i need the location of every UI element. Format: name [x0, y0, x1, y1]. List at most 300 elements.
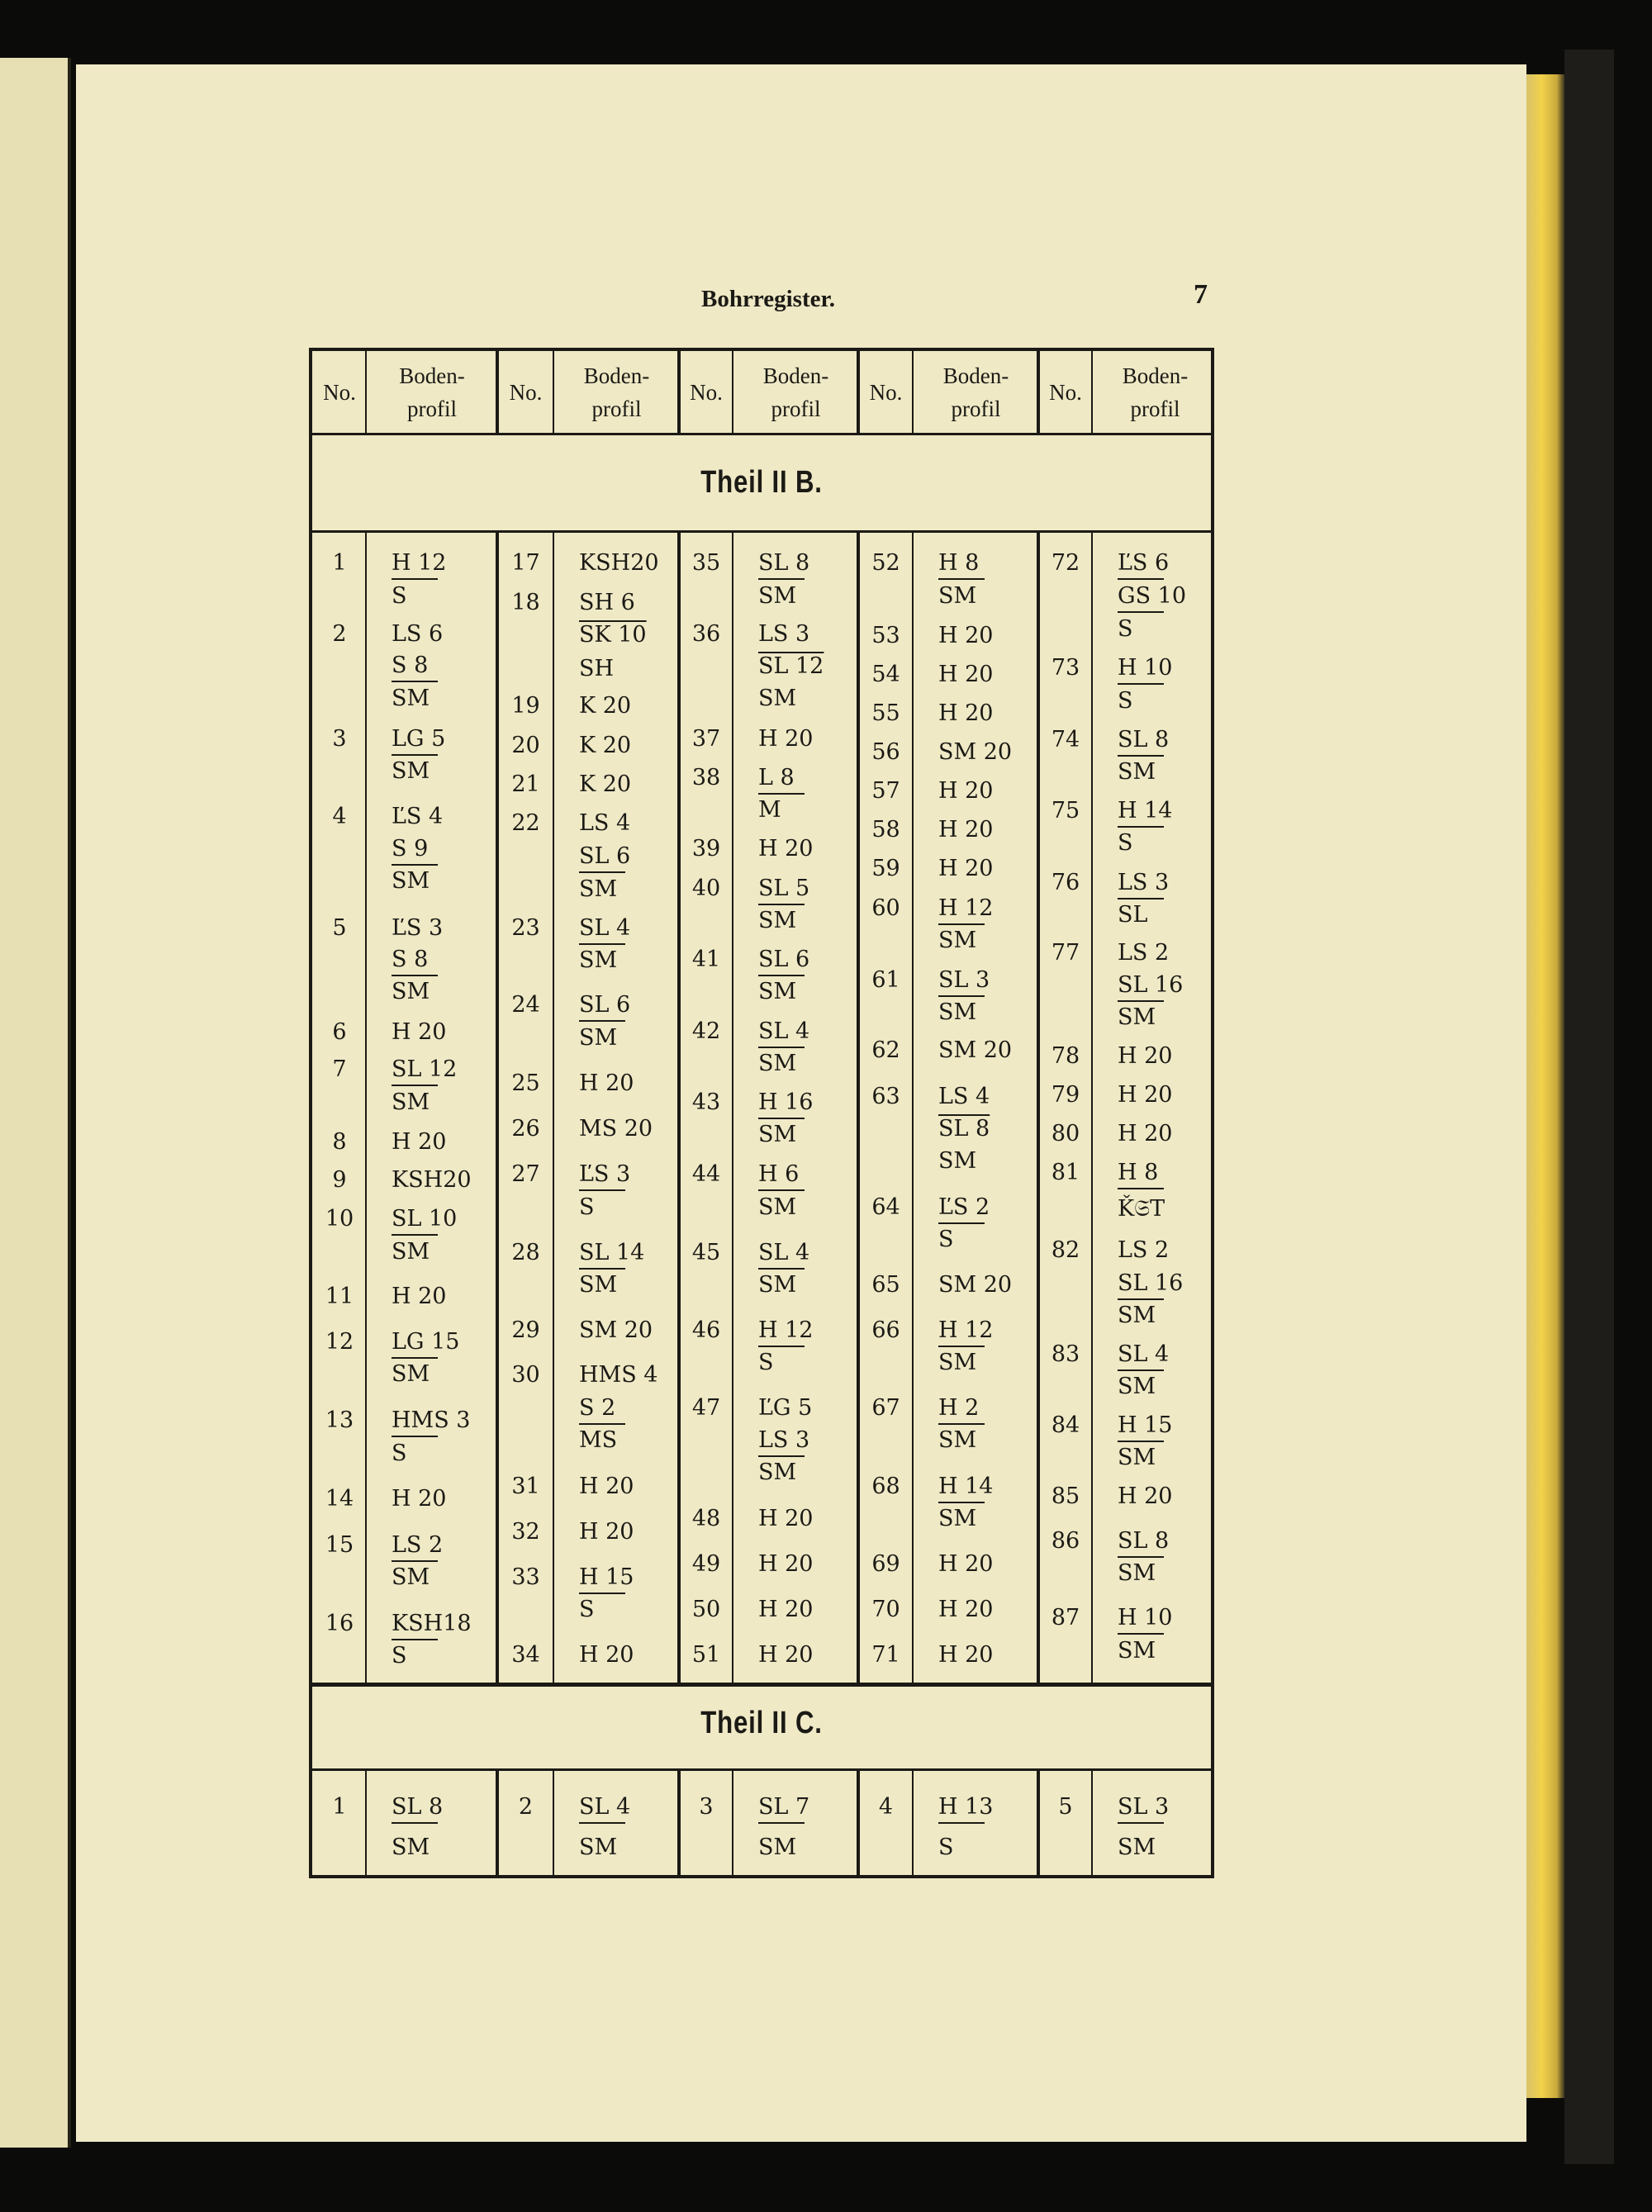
theil-iib-soil-profile-line: H 20 [938, 1551, 994, 1577]
fraction-bar [1118, 611, 1164, 613]
header-soil-profile: Boden- profil [399, 363, 465, 421]
theil-iib-bore-number: 60 [871, 895, 900, 921]
bore-register-table [309, 348, 1214, 1878]
fraction-bar [758, 578, 805, 580]
theil-iib-soil-profile-line: SM [579, 1272, 618, 1298]
theil-iib-soil-profile-line: S 2 [579, 1395, 616, 1421]
section-c-title-rule [312, 1768, 1211, 1771]
theil-iib-soil-profile-line: SM [938, 1427, 977, 1453]
theil-iib-soil-profile-line: LS 4 [938, 1084, 990, 1109]
facing-page-edge [0, 58, 71, 2148]
theil-iib-soil-profile-line: H 12 [392, 550, 447, 576]
theil-iib-bore-number: 34 [511, 1642, 540, 1668]
theil-iib-soil-profile-line: SM [392, 1361, 430, 1387]
theil-iib-soil-profile-line: H 10 [1118, 1605, 1173, 1631]
theil-iib-soil-profile-line: SM [758, 583, 797, 609]
header-soil-profile: Boden- profil [942, 363, 1009, 421]
fraction-bar [1118, 1298, 1164, 1300]
header-soil-profile: Boden- profil [583, 363, 650, 421]
theil-iib-soil-profile-line: S [1118, 616, 1133, 642]
theil-iib-soil-profile-line: SM [1118, 1374, 1156, 1399]
fraction-bar [938, 995, 985, 997]
fraction-bar [758, 1118, 805, 1119]
column-rule [1091, 533, 1093, 1683]
theil-iib-soil-profile-line: K 20 [579, 693, 632, 719]
theil-iib-soil-profile-line: S [392, 583, 407, 609]
theil-iib-bore-number: 28 [511, 1240, 540, 1265]
theil-iib-soil-profile-line: SM [758, 979, 797, 1004]
fraction-bar [1118, 1822, 1164, 1824]
theil-iib-soil-profile-line: H 20 [758, 836, 814, 862]
theil-iib-bore-number: 46 [691, 1317, 721, 1343]
theil-iib-soil-profile-line: SM [392, 868, 430, 894]
theil-iib-soil-profile-line: SL 4 [758, 1240, 810, 1265]
theil-iib-bore-number: 76 [1051, 870, 1080, 895]
theil-iic-bore-number: 4 [878, 1794, 894, 1820]
theil-iib-soil-profile-line: KSH20 [579, 550, 659, 576]
theil-iib-bore-number: 2 [332, 621, 347, 647]
section-b-title-rule [312, 530, 1211, 533]
fraction-bar [392, 864, 438, 866]
fraction-bar [938, 1423, 985, 1425]
theil-iib-bore-number: 23 [511, 915, 540, 941]
theil-iib-soil-profile-line: H 16 [758, 1089, 814, 1115]
theil-iib-bore-number: 82 [1051, 1237, 1080, 1263]
theil-iib-soil-profile-line: SL [1118, 902, 1148, 928]
theil-iib-soil-profile-line: SL 6 [579, 992, 631, 1018]
theil-iib-bore-number: 19 [511, 693, 540, 719]
theil-iic-bore-number: 1 [332, 1794, 347, 1820]
theil-iib-soil-profile-line: H 20 [938, 778, 994, 804]
theil-iib-soil-profile-line: H 12 [938, 895, 994, 921]
fraction-bar [938, 1822, 985, 1824]
theil-iib-bore-number: 29 [511, 1317, 540, 1343]
theil-iib-bore-number: 40 [691, 876, 721, 901]
theil-iib-soil-profile-line: SM [579, 876, 618, 902]
theil-iib-bore-number: 42 [691, 1018, 721, 1044]
theil-iib-soil-profile-line: SL 4 [1118, 1341, 1170, 1367]
theil-iib-bore-number: 27 [511, 1161, 540, 1187]
theil-iib-bore-number: 6 [332, 1019, 347, 1045]
section-c-title: Theil II C. [700, 1706, 823, 1740]
column-rule [496, 1771, 499, 1878]
theil-iib-soil-profile-line: SM [758, 686, 797, 711]
fraction-bar [392, 1436, 438, 1437]
fraction-bar [758, 1346, 805, 1347]
theil-iib-soil-profile-line: L 8 [758, 765, 795, 790]
theil-iib-soil-profile-line: SM [938, 1506, 977, 1531]
theil-iib-soil-profile-line: SL 10 [392, 1206, 458, 1232]
theil-iib-bore-number: 39 [691, 836, 721, 862]
column-rule [677, 1771, 681, 1878]
theil-iib-bore-number: 64 [871, 1194, 900, 1220]
theil-iib-soil-profile-line: MS [579, 1427, 618, 1453]
theil-iib-bore-number: 68 [871, 1474, 900, 1499]
theil-iib-bore-number: 75 [1051, 798, 1080, 824]
theil-iib-bore-number: 4 [332, 804, 347, 829]
theil-iib-soil-profile-line: SL 8 [1118, 1528, 1170, 1554]
column-rule [857, 1771, 860, 1878]
theil-iib-bore-number: 14 [325, 1486, 354, 1512]
fraction-bar [938, 923, 985, 925]
theil-iib-soil-profile-line: SK 10 [579, 622, 647, 648]
theil-iib-bore-number: 73 [1051, 655, 1080, 681]
theil-iib-soil-profile-line: KSH20 [392, 1167, 472, 1193]
theil-iic-soil-profile-line: SL 7 [758, 1794, 810, 1820]
theil-iib-soil-profile-line: SM [579, 947, 618, 973]
theil-iib-bore-number: 84 [1051, 1412, 1080, 1438]
theil-iib-soil-profile-line: S [758, 1350, 774, 1375]
theil-iic-bore-number: 5 [1058, 1794, 1073, 1820]
fraction-bar [938, 1502, 985, 1503]
column-rule [912, 1771, 914, 1878]
theil-iib-bore-number: 8 [332, 1129, 347, 1155]
theil-iib-soil-profile-line: S [579, 1597, 595, 1622]
theil-iib-soil-profile-line: SH [579, 656, 615, 681]
theil-iib-soil-profile-line: LG 5 [392, 726, 446, 752]
theil-iib-bore-number: 50 [691, 1597, 721, 1622]
header-number: No. [690, 380, 723, 405]
theil-iib-bore-number: 21 [511, 771, 540, 797]
theil-iib-soil-profile-line: SM [1118, 1303, 1156, 1328]
theil-iib-bore-number: 48 [691, 1506, 721, 1531]
theil-iib-soil-profile-line: H 14 [1118, 798, 1173, 824]
fraction-bar [392, 578, 438, 580]
theil-iib-bore-number: 59 [871, 856, 900, 881]
theil-iib-bore-number: 1 [332, 550, 347, 576]
theil-iib-soil-profile-line: H 20 [1118, 1082, 1173, 1108]
theil-iib-soil-profile-line: H 20 [392, 1129, 447, 1155]
theil-iib-soil-profile-line: SM [392, 1089, 430, 1115]
fraction-bar [758, 975, 805, 976]
theil-iib-soil-profile-line: SM 20 [938, 1037, 1013, 1063]
fraction-bar [938, 578, 985, 580]
theil-iib-soil-profile-line: H 20 [758, 1597, 814, 1622]
theil-iib-soil-profile-line: ĽS 6 [1118, 550, 1170, 576]
theil-iib-bore-number: 52 [871, 550, 900, 576]
theil-iib-soil-profile-line: MS 20 [579, 1116, 653, 1142]
theil-iib-soil-profile-line: HMS 4 [579, 1362, 658, 1388]
theil-iib-soil-profile-line: SM [392, 1564, 430, 1590]
theil-iib-soil-profile-line: SM [1118, 1004, 1156, 1030]
fraction-bar [758, 904, 805, 905]
header-number: No. [869, 380, 903, 405]
theil-iib-bore-number: 16 [325, 1611, 354, 1636]
theil-iib-bore-number: 3 [332, 726, 347, 752]
theil-iib-soil-profile-line: H 20 [758, 1642, 814, 1668]
theil-iib-soil-profile-line: H 20 [938, 623, 994, 648]
theil-iib-bore-number: 13 [325, 1407, 354, 1433]
theil-iib-soil-profile-line: S [938, 1227, 954, 1252]
theil-iib-soil-profile-line: S [392, 1643, 407, 1668]
theil-iib-soil-profile-line: SM [392, 686, 430, 711]
theil-iib-bore-number: 79 [1051, 1082, 1080, 1108]
fraction-bar [1118, 683, 1164, 685]
theil-iib-soil-profile-line: SM [1118, 759, 1156, 785]
theil-iic-soil-profile-line: SL 3 [1118, 1794, 1170, 1820]
theil-iib-soil-profile-line: H 20 [1118, 1483, 1173, 1509]
column-rule [1037, 1771, 1040, 1878]
theil-iib-bore-number: 35 [691, 550, 721, 576]
theil-iic-soil-profile-line: SM [1118, 1835, 1156, 1860]
fraction-bar [579, 943, 625, 945]
theil-iib-soil-profile-line: LS 2 [1118, 940, 1170, 966]
theil-iib-bore-number: 55 [871, 700, 900, 726]
fraction-bar [579, 1189, 625, 1191]
theil-iib-bore-number: 71 [871, 1642, 900, 1668]
theil-iib-soil-profile-line: H 20 [579, 1519, 634, 1545]
header-number: No. [1049, 380, 1082, 405]
fraction-bar [392, 1822, 438, 1824]
fraction-bar [579, 1423, 625, 1425]
fraction-bar [1118, 1188, 1164, 1189]
fraction-bar [1118, 755, 1164, 757]
theil-iic-bore-number: 3 [699, 1794, 714, 1820]
theil-iib-soil-profile-line: GS 10 [1118, 583, 1187, 609]
theil-iib-bore-number: 86 [1051, 1528, 1080, 1554]
theil-iib-bore-number: 30 [511, 1362, 540, 1388]
theil-iic-soil-profile-line: H 13 [938, 1794, 994, 1820]
theil-iib-soil-profile-line: H 20 [938, 700, 994, 726]
theil-iib-bore-number: 47 [691, 1395, 721, 1421]
theil-iib-soil-profile-line: LS 6 [392, 621, 444, 647]
theil-iib-soil-profile-line: SL 12 [392, 1056, 458, 1082]
header-soil-profile: Boden- profil [1122, 363, 1189, 421]
theil-iib-bore-number: 36 [691, 621, 721, 647]
theil-iib-bore-number: 69 [871, 1551, 900, 1577]
theil-iib-soil-profile-line: SM [1118, 1638, 1156, 1664]
theil-iib-soil-profile-line: SM [1118, 1560, 1156, 1586]
theil-iib-soil-profile-line: S 8 [392, 653, 429, 678]
theil-iib-soil-profile-line: SM [758, 908, 797, 933]
theil-iib-soil-profile-line: S [579, 1194, 595, 1220]
theil-iic-soil-profile-line: SM [392, 1835, 430, 1860]
theil-iib-soil-profile-line: SL 16 [1118, 972, 1184, 998]
theil-iib-soil-profile-line: SM [392, 1239, 430, 1265]
theil-iib-bore-number: 15 [325, 1532, 354, 1558]
theil-iib-bore-number: 18 [511, 590, 540, 615]
theil-iib-soil-profile-line: ĽS 3 [392, 915, 444, 941]
fraction-bar [579, 1268, 625, 1270]
theil-iib-soil-profile-line: SM [758, 1051, 797, 1076]
theil-iib-bore-number: 70 [871, 1597, 900, 1622]
theil-iib-bore-number: 65 [871, 1272, 900, 1298]
theil-iib-soil-profile-line: LS 3 [758, 1427, 810, 1453]
theil-iib-soil-profile-line: K 20 [579, 733, 632, 758]
theil-iib-bore-number: 22 [511, 810, 540, 836]
theil-iib-bore-number: 53 [871, 623, 900, 648]
theil-iib-soil-profile-line: ĽG 5 [758, 1395, 813, 1421]
theil-iic-bore-number: 2 [518, 1794, 534, 1820]
fraction-bar [1118, 1556, 1164, 1558]
fraction-bar [392, 1560, 438, 1562]
theil-iib-soil-profile-line: LS 3 [1118, 870, 1170, 895]
section-b-end-rule [312, 1683, 1211, 1687]
theil-iib-bore-number: 11 [325, 1284, 354, 1309]
theil-iib-bore-number: 51 [691, 1642, 721, 1668]
theil-iib-soil-profile-line: SM [392, 758, 430, 784]
theil-iib-soil-profile-line: H 20 [938, 1597, 994, 1622]
column-rule [553, 1771, 554, 1878]
column-rule [365, 1771, 367, 1878]
fraction-bar [392, 1234, 438, 1236]
theil-iib-soil-profile-line: SH 6 [579, 590, 635, 615]
theil-iib-bore-number: 26 [511, 1116, 540, 1142]
theil-iib-bore-number: 10 [325, 1206, 354, 1232]
theil-iic-soil-profile-line: SL 8 [392, 1794, 444, 1820]
theil-iib-soil-profile-line: SL 3 [938, 967, 990, 993]
theil-iib-bore-number: 56 [871, 739, 900, 765]
theil-iib-bore-number: 49 [691, 1551, 721, 1577]
running-title: Bohrregister. [701, 286, 835, 312]
theil-iib-soil-profile-line: M [758, 797, 781, 823]
theil-iib-soil-profile-line: S [1118, 688, 1133, 714]
theil-iic-soil-profile-line: SL 4 [579, 1794, 631, 1820]
theil-iib-bore-number: 80 [1051, 1121, 1080, 1146]
theil-iib-soil-profile-line: SL 6 [579, 843, 631, 869]
book-binding [1564, 50, 1614, 2164]
theil-iib-soil-profile-line: SM [758, 1460, 797, 1485]
theil-iib-soil-profile-line: ĽS 2 [938, 1194, 990, 1220]
theil-iib-bore-number: 5 [332, 915, 347, 941]
header-number: No. [509, 380, 543, 405]
theil-iib-soil-profile-line: SL 4 [579, 915, 631, 941]
theil-iib-soil-profile-line: H 20 [579, 1642, 634, 1668]
theil-iib-soil-profile-line: S [1118, 830, 1133, 856]
theil-iib-soil-profile-line: H 20 [1118, 1043, 1173, 1069]
theil-iic-soil-profile-line: SM [758, 1835, 797, 1860]
theil-iib-bore-number: 38 [691, 765, 721, 790]
theil-iib-soil-profile-line: SM [938, 999, 977, 1025]
theil-iib-soil-profile-line: S 8 [392, 947, 429, 972]
theil-iib-soil-profile-line: H 20 [758, 1551, 814, 1577]
theil-iib-bore-number: 57 [871, 778, 900, 804]
fraction-bar [938, 1222, 985, 1224]
theil-iib-soil-profile-line: SL 8 [1118, 727, 1170, 752]
theil-iib-soil-profile-line: LS 2 [1118, 1237, 1170, 1263]
theil-iib-soil-profile-line: SM [758, 1272, 797, 1298]
theil-iib-soil-profile-line: S [392, 1441, 407, 1466]
theil-iib-soil-profile-line: SM [938, 928, 977, 953]
theil-iib-bore-number: 87 [1051, 1605, 1080, 1631]
section-b-title: Theil II B. [700, 465, 823, 500]
fraction-bar [392, 681, 438, 682]
theil-iib-bore-number: 24 [511, 992, 540, 1018]
theil-iib-soil-profile-line: ĽS 3 [579, 1161, 631, 1187]
page-number: 7 [1194, 279, 1208, 310]
fraction-bar [392, 754, 438, 756]
theil-iib-bore-number: 62 [871, 1037, 900, 1063]
fraction-bar [938, 1346, 985, 1347]
theil-iib-soil-profile-line: H 20 [579, 1070, 634, 1096]
fraction-bar [1118, 826, 1164, 828]
theil-iib-bore-number: 74 [1051, 727, 1080, 752]
theil-iib-soil-profile-line: H 20 [392, 1019, 447, 1045]
column-rule [1037, 533, 1040, 1683]
fraction-bar [579, 1020, 625, 1022]
theil-iib-soil-profile-line: SL 4 [758, 1018, 810, 1044]
fraction-bar [1118, 1441, 1164, 1442]
column-rule [732, 1771, 733, 1878]
theil-iib-soil-profile-line: H 20 [938, 662, 994, 687]
theil-iib-bore-number: 43 [691, 1089, 721, 1115]
theil-iib-soil-profile-line: H 20 [758, 726, 814, 752]
theil-iib-bore-number: 37 [691, 726, 721, 752]
theil-iib-soil-profile-line: SM [938, 583, 977, 609]
theil-iib-soil-profile-line: ĽS 4 [392, 804, 444, 829]
theil-iib-bore-number: 7 [332, 1056, 347, 1082]
theil-iib-soil-profile-line: H 10 [1118, 655, 1173, 681]
theil-iib-bore-number: 58 [871, 817, 900, 843]
fraction-bar [392, 1357, 438, 1359]
theil-iib-bore-number: 12 [325, 1329, 354, 1355]
theil-iib-bore-number: 67 [871, 1395, 900, 1421]
fraction-bar [579, 871, 625, 873]
theil-iib-soil-profile-line: SM 20 [938, 739, 1013, 765]
theil-iib-soil-profile-line: SM [758, 1122, 797, 1147]
fraction-bar [758, 1455, 805, 1457]
theil-iib-soil-profile-line: SL 14 [579, 1240, 645, 1265]
theil-iib-bore-number: 63 [871, 1084, 900, 1109]
theil-iib-soil-profile-line: SL 16 [1118, 1270, 1184, 1296]
fraction-bar [1118, 1369, 1164, 1371]
theil-iib-soil-profile-line: SL 8 [758, 550, 810, 576]
fraction-bar [579, 1822, 625, 1824]
theil-iib-soil-profile-line: H 15 [579, 1564, 634, 1590]
fraction-bar [392, 1639, 438, 1640]
theil-iib-soil-profile-line: SL 5 [758, 876, 810, 901]
theil-iib-soil-profile-line: H 12 [758, 1317, 814, 1343]
theil-iib-soil-profile-line: H 2 [938, 1395, 980, 1421]
theil-iib-soil-profile-line: SM 20 [938, 1272, 1013, 1298]
theil-iib-bore-number: 9 [332, 1167, 347, 1193]
theil-iib-bore-number: 85 [1051, 1483, 1080, 1509]
theil-iib-soil-profile-line: H 20 [938, 817, 994, 843]
theil-iib-soil-profile-line: H 20 [938, 1642, 994, 1668]
fraction-bar [758, 793, 805, 795]
page-block-edge [1526, 74, 1564, 2098]
theil-iib-soil-profile-line: H 6 [758, 1161, 800, 1187]
theil-iib-bore-number: 44 [691, 1161, 721, 1187]
theil-iib-soil-profile-line: H 15 [1118, 1412, 1173, 1438]
fraction-bar [392, 1085, 438, 1086]
fraction-bar [392, 975, 438, 976]
theil-iib-soil-profile-line: SL 8 [938, 1116, 990, 1142]
theil-iib-soil-profile-line: LS 2 [392, 1532, 444, 1558]
theil-iib-soil-profile-line: SL 6 [758, 947, 810, 972]
theil-iib-bore-number: 20 [511, 733, 540, 758]
header-soil-profile: Boden- profil [762, 363, 829, 421]
theil-iib-bore-number: 31 [511, 1474, 540, 1499]
theil-iib-soil-profile-line: SM [938, 1350, 977, 1375]
theil-iib-bore-number: 25 [511, 1070, 540, 1096]
theil-iib-soil-profile-line: SM [392, 979, 430, 1004]
theil-iib-soil-profile-line: SM [758, 1194, 797, 1220]
theil-iib-bore-number: 33 [511, 1564, 540, 1590]
theil-iib-bore-number: 17 [511, 550, 540, 576]
theil-iib-soil-profile-line: H 20 [1118, 1121, 1173, 1146]
theil-iib-soil-profile-line: KSH18 [392, 1611, 472, 1636]
theil-iib-bore-number: 81 [1051, 1160, 1080, 1185]
theil-iib-bore-number: 66 [871, 1317, 900, 1343]
theil-iib-soil-profile-line: LS 4 [579, 810, 631, 836]
theil-iib-soil-profile-line: LS 3 [758, 621, 810, 647]
theil-iib-soil-profile-line: HMS 3 [392, 1407, 471, 1433]
fraction-bar [758, 1047, 805, 1048]
header-number: No. [323, 380, 356, 405]
theil-iib-bore-number: 72 [1051, 550, 1080, 576]
theil-iib-soil-profile-line: H 20 [392, 1284, 447, 1309]
